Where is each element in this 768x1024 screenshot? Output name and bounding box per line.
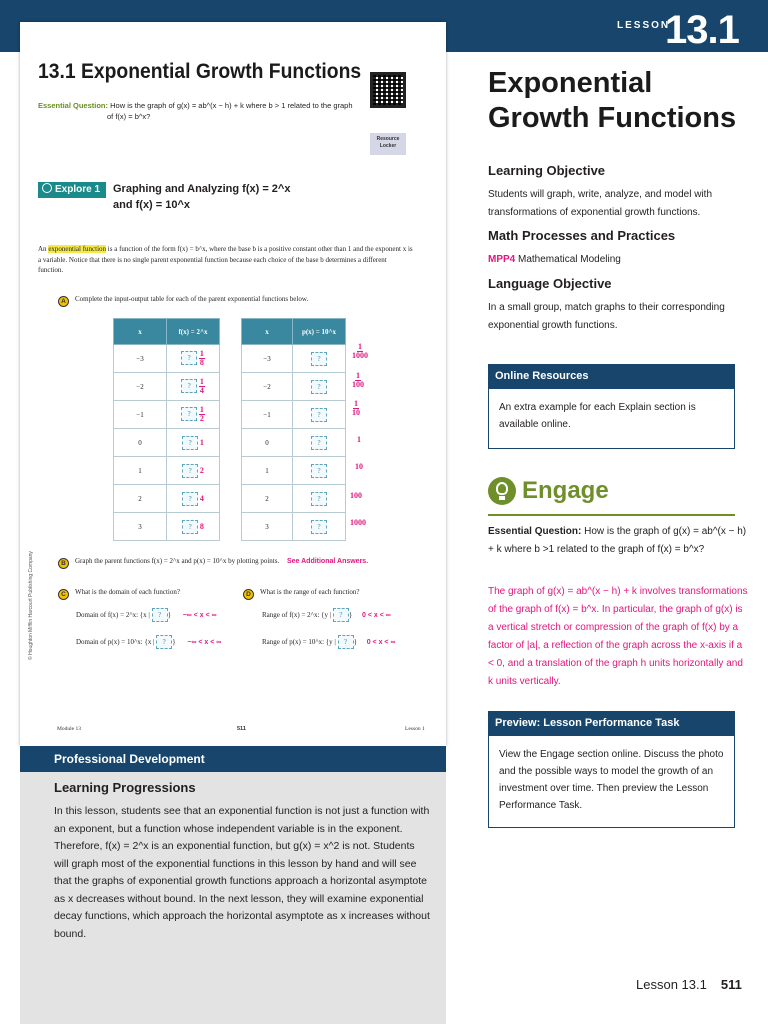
lesson-label: LESSON [617, 20, 671, 31]
table-row [242, 513, 346, 541]
answer-box[interactable]: ? [182, 492, 198, 506]
table-row [114, 401, 220, 429]
table-cell [293, 457, 346, 485]
answer-box[interactable]: ? [311, 464, 327, 478]
table-row [242, 485, 346, 513]
range-p-label: Range of p(x) = 10^x: {y | [262, 638, 336, 646]
answer-fraction: $\frac{1}{8}$ [199, 349, 204, 367]
mpp-code: MPP4 [488, 254, 516, 265]
table-f-header-fx: f(x) = 2^x [167, 319, 220, 345]
table-row [242, 401, 346, 429]
answer-box[interactable]: ? [181, 407, 197, 421]
answer-box[interactable]: ? [338, 635, 354, 649]
table-cell: 0 [114, 429, 167, 457]
table-cell [167, 429, 220, 457]
step-d-text: What is the range of each function? [260, 588, 360, 596]
sidebar-title: Exponential Growth Functions [488, 67, 737, 134]
answer-box[interactable]: ? [182, 464, 198, 478]
table-row [114, 345, 220, 373]
answer-box[interactable]: ? [311, 436, 327, 450]
table-cell: 1 [242, 457, 293, 485]
table-cell: 2 [114, 485, 167, 513]
table-p [241, 318, 346, 541]
table-row [242, 345, 346, 373]
table-cell [293, 513, 346, 541]
table-row [114, 513, 220, 541]
answer-value: 100 [350, 491, 362, 500]
lesson-number: 13.1 [665, 8, 739, 52]
answer-box[interactable]: ? [311, 380, 327, 394]
answer-box[interactable]: ? [156, 635, 172, 649]
language-objective-text: In a small group, match graphs to their corresponding exponential growth functions. [488, 302, 725, 331]
step-c [58, 588, 180, 600]
table-cell: 0 [242, 429, 293, 457]
table-cell [293, 401, 346, 429]
table-cell: −1 [242, 401, 293, 429]
answer-value: 4 [199, 493, 204, 503]
answer-box[interactable]: ? [311, 352, 327, 366]
domain-answer: −∞ < x < ∞ [182, 612, 217, 619]
engage-eq-text: How is the graph of g(x) = ab^(x − h) + k where b >1 related to the graph of f(x) = b^x? [488, 526, 747, 555]
table-row [242, 457, 346, 485]
answer-box[interactable]: ? [181, 351, 197, 365]
step-b [58, 557, 368, 569]
answer-box[interactable]: ? [311, 492, 327, 506]
answer-value: 1000 [350, 518, 366, 527]
table-cell [167, 457, 220, 485]
brace: } [167, 611, 171, 619]
answer-fraction: $\frac{1}{100}$ [352, 371, 364, 389]
explore-label: Explore 1 [55, 184, 101, 195]
footer-page: 511 [237, 726, 246, 732]
table-cell: −1 [114, 401, 167, 429]
lightbulb-icon [488, 477, 516, 505]
table-cell [293, 345, 346, 373]
domain-p-row [76, 635, 221, 649]
answer-value: 10 [355, 462, 363, 471]
table-row [242, 373, 346, 401]
learning-objective-heading: Learning Objective [488, 163, 606, 178]
mpp-line [488, 251, 748, 269]
domain-f-label: Domain of f(x) = 2^x: {x | [76, 611, 150, 619]
answer-value: 8 [199, 521, 204, 531]
step-b-text: Graph the parent functions f(x) = 2^x and p(x) = 10^x by plotting points. [75, 557, 280, 565]
vocab-highlight: exponential function [48, 245, 107, 253]
online-resources-body: An extra example for each Explain section is available online. [488, 388, 735, 449]
range-f-row [262, 608, 391, 622]
essential-question-line2: of f(x) = b^x? [107, 112, 151, 121]
table-cell: −2 [242, 373, 293, 401]
answer-value: 1 [199, 437, 204, 447]
page-footer [636, 977, 742, 992]
resource-locker-button[interactable]: Resource Locker [370, 133, 406, 155]
engage-answer: The graph of g(x) = ab^(x − h) + k involves transformations of the graph of f(x) = b^x. In particular, the graph of g(x) is a vertical stretch or compression of the graph of f(x) by a factor of |a|, a reflection of the graph across the x-axis if a < 0, and a translation of the graph h units horizontally and k units vertically. [488, 586, 748, 687]
step-b-answer: See Additional Answers. [286, 558, 369, 565]
learning-progressions-text: In this lesson, students see that an exponential function is not just a function with an exponent, but a function whose independent variable is in the exponent. Therefore, f(x) = 2^x is an exponential function, but g(x) = x^2 is not. Students will graph most of the exponential functions in this lesson by hand and will see that the graphs of exponential growth functions approach a horizontal asymptote as x decreases without bound. In the next lesson, they will examine exponential decay functions, which approach the horizontal asymptote as x increases without bound. [54, 805, 430, 940]
brace: } [353, 638, 357, 646]
table-cell [167, 373, 220, 401]
table-p-header-px: p(x) = 10^x [293, 319, 346, 345]
table-cell: 3 [242, 513, 293, 541]
table-row [242, 429, 346, 457]
qr-code-icon[interactable] [370, 72, 406, 108]
step-d [243, 588, 360, 600]
page-footer-lesson: Lesson 13.1 [636, 977, 707, 992]
essential-question [38, 101, 353, 110]
table-cell: 1 [114, 457, 167, 485]
online-resources-header: Online Resources [488, 364, 735, 388]
table-cell: −2 [114, 373, 167, 401]
answer-fraction: $\frac{1}{4}$ [199, 377, 204, 395]
table-cell [293, 429, 346, 457]
engage-divider [488, 514, 735, 516]
answer-box[interactable]: ? [333, 608, 349, 622]
student-page-title: 13.1 Exponential Growth Functions [38, 60, 362, 83]
table-cell: −3 [242, 345, 293, 373]
answer-box[interactable]: ? [181, 379, 197, 393]
answer-fraction: $\frac{1}{1000}$ [352, 342, 368, 360]
table-p-header-x: x [242, 319, 293, 345]
table-cell: 3 [114, 513, 167, 541]
table-cell [167, 401, 220, 429]
preview-header: Preview: Lesson Performance Task [488, 711, 735, 735]
step-badge-b: B [58, 558, 69, 569]
answer-value: 2 [199, 465, 204, 475]
range-p-row [262, 635, 395, 649]
table-cell [167, 345, 220, 373]
table-cell [293, 373, 346, 401]
essential-question-text: How is the graph of g(x) = ab^(x − h) + k where b > 1 related to the graph [108, 101, 353, 110]
brace: } [348, 611, 353, 619]
domain-f-row [76, 608, 217, 622]
step-badge-d: D [243, 589, 254, 600]
check-circle-icon [42, 183, 52, 193]
page-footer-number: 511 [720, 977, 742, 992]
explore-badge [38, 182, 106, 198]
table-row [114, 373, 220, 401]
domain-p-label: Domain of p(x) = 10^x: {x | [76, 638, 155, 646]
table-cell [167, 485, 220, 513]
answer-value: 1 [357, 435, 361, 444]
table-f [113, 318, 220, 541]
essential-question-label: Essential Question: [38, 101, 109, 110]
table-row [114, 485, 220, 513]
table-cell [293, 485, 346, 513]
step-badge-c: C [58, 589, 69, 600]
professional-development-band: Professional Development [20, 746, 446, 772]
language-objective-heading: Language Objective [488, 276, 612, 291]
answer-box[interactable]: ? [311, 520, 327, 534]
intro-pre: An [38, 245, 49, 253]
preview-body: View the Engage section online. Discuss the photo and the possible ways to model the growth of an investment over time. Then preview the Lesson Performance Task. [488, 735, 735, 828]
copyright: © Houghton Mifflin Harcourt Publishing Company [28, 551, 34, 660]
math-processes-heading: Math Processes and Practices [488, 228, 676, 243]
mpp-text: Mathematical Modeling [515, 254, 621, 265]
explore-title: Graphing and Analyzing f(x) = 2^x [113, 183, 291, 195]
table-cell: 2 [242, 485, 293, 513]
engage-eq-label: Essential Question: [488, 526, 582, 537]
engage-essential-question [488, 523, 748, 559]
engage-title: Engage [522, 477, 609, 504]
step-badge-a: A [58, 296, 69, 307]
step-a [58, 295, 308, 307]
answer-box[interactable]: ? [311, 408, 327, 422]
answer-box[interactable]: ? [182, 520, 198, 534]
answer-box[interactable]: ? [182, 436, 198, 450]
range-f-label: Range of f(x) = 2^x: {y | [262, 611, 332, 619]
table-row [114, 429, 220, 457]
footer-module: Module 13 [57, 726, 81, 732]
answer-fraction: $\frac{1}{2}$ [199, 405, 204, 423]
learning-progressions-heading: Learning Progressions [54, 780, 196, 795]
brace: } [172, 638, 176, 646]
answer-fraction: $\frac{1}{10}$ [352, 399, 360, 417]
step-c-text: What is the domain of each function? [75, 588, 180, 596]
domain-answer: −∞ < x < ∞ [187, 639, 222, 646]
table-f-header-x: x [114, 319, 167, 345]
intro-rest: is a function of the form f(x) = b^x, where the base b is a positive constant other than 1 and the exponent x is a variable. Notice that there is no single parent exponential function because each choice of the base b determines a different function. [38, 245, 413, 274]
step-a-text: Complete the input-output table for each of the parent exponential functions below. [75, 295, 309, 303]
table-row [114, 457, 220, 485]
range-answer: 0 < x < ∞ [366, 639, 396, 646]
intro-paragraph [38, 244, 413, 276]
table-cell [167, 513, 220, 541]
range-answer: 0 < x < ∞ [362, 612, 391, 619]
explore-title-line2: and f(x) = 10^x [113, 199, 191, 211]
table-cell: −3 [114, 345, 167, 373]
answer-box[interactable]: ? [152, 608, 168, 622]
footer-lesson: Lesson 1 [405, 726, 425, 732]
learning-objective-text: Students will graph, write, analyze, and model with transformations of exponential growth functions. [488, 189, 713, 218]
